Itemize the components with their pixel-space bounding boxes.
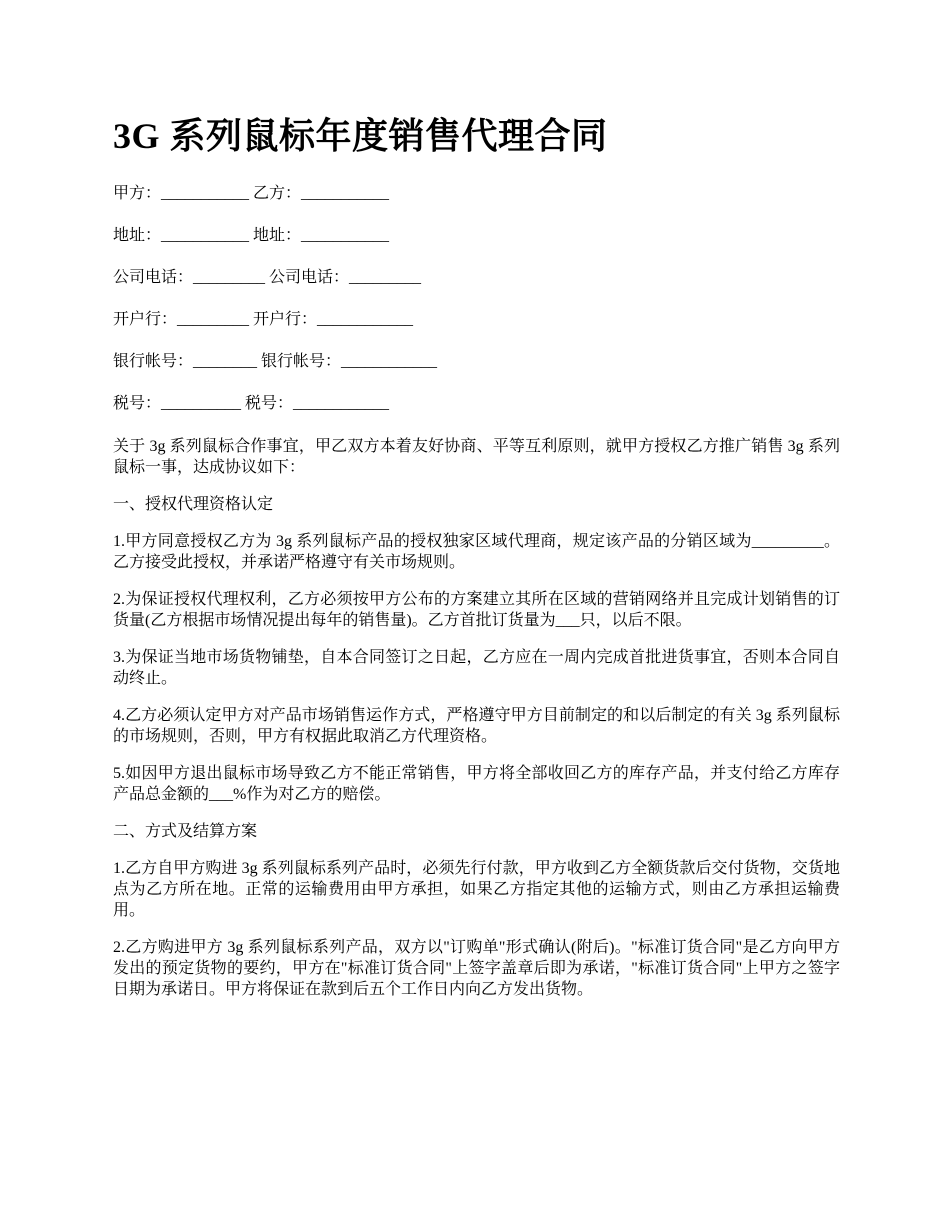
contract-title: 3G 系列鼠标年度销售代理合同 <box>113 116 608 156</box>
section-1-item: 3.为保证当地市场货物铺垫，自本合同签订之日起，乙方应在一周内完成首批进货事宜，否则本合同自动终止。 <box>113 649 840 687</box>
section-1-heading: 一、授权代理资格认定 <box>113 496 274 513</box>
party-a-name: 甲方：___________ <box>113 185 250 202</box>
party-b-account: 银行帐号：____________ <box>261 353 438 370</box>
party-a-bank: 开户行：_________ <box>113 311 250 328</box>
party-a-tax: 税号：__________ <box>113 395 242 412</box>
party-a-phone: 公司电话：_________ <box>113 269 266 286</box>
section-1-item: 1.甲方同意授权乙方为 3g 系列鼠标产品的授权独家区域代理商，规定该产品的分销区域为_________。乙方接受此授权，并承诺严格遵守有关市场规则。 <box>113 533 840 571</box>
section-1-item: 2.为保证授权代理权利，乙方必须按甲方公布的方案建立其所在区域的营销网络并且完成计划销售的订货量(乙方根据市场情况提出每年的销售量)。乙方首批订货量为___只，以后不限。 <box>113 591 840 629</box>
party-b-name: 乙方：___________ <box>253 185 390 202</box>
party-b-tax: 税号：____________ <box>245 395 390 412</box>
section-1-item: 5.如因甲方退出鼠标市场导致乙方不能正常销售，甲方将全部收回乙方的库存产品，并支付给乙方库存产品总金额的___%作为对乙方的赔偿。 <box>113 765 840 803</box>
section-2-item: 1.乙方自甲方购进 3g 系列鼠标系列产品时，必须先行付款，甲方收到乙方全额货款后交付货物，交货地点为乙方所在地。正常的运输费用由甲方承担，如果乙方指定其他的运输方式，则由乙方承担运输费用。 <box>113 860 840 919</box>
intro-paragraph: 关于 3g 系列鼠标合作事宜，甲乙双方本着友好协商、平等互利原则，就甲方授权乙方推广销售 3g 系列鼠标一事，达成协议如下： <box>113 438 840 476</box>
party-line-tax <box>113 394 840 414</box>
party-line-name <box>113 184 840 204</box>
party-b-bank: 开户行：____________ <box>253 311 414 328</box>
party-line-account <box>113 352 840 372</box>
party-a-address: 地址：___________ <box>113 227 250 244</box>
party-b-phone: 公司电话：_________ <box>269 269 422 286</box>
section-2-heading: 二、方式及结算方案 <box>113 823 258 840</box>
section-1-item: 4.乙方必须认定甲方对产品市场销售运作方式，严格遵守甲方目前制定的和以后制定的有关 3g 系列鼠标的市场规则，否则，甲方有权据此取消乙方代理资格。 <box>113 707 840 745</box>
party-line-phone <box>113 268 840 288</box>
party-b-address: 地址：___________ <box>253 227 390 244</box>
section-2-item: 2.乙方购进甲方 3g 系列鼠标系列产品，双方以"订购单"形式确认(附后)。"标准订货合同"是乙方向甲方发出的预定货物的要约，甲方在"标准订货合同"上签字盖章后即为承诺，"标准订货合同"上甲方之签字日期为承诺日。甲方将保证在款到后五个工作日内向乙方发出货物。 <box>113 939 840 998</box>
party-a-account: 银行帐号：________ <box>113 353 258 370</box>
party-line-bank <box>113 310 840 330</box>
party-line-address <box>113 226 840 246</box>
contract-page <box>113 112 840 1016</box>
